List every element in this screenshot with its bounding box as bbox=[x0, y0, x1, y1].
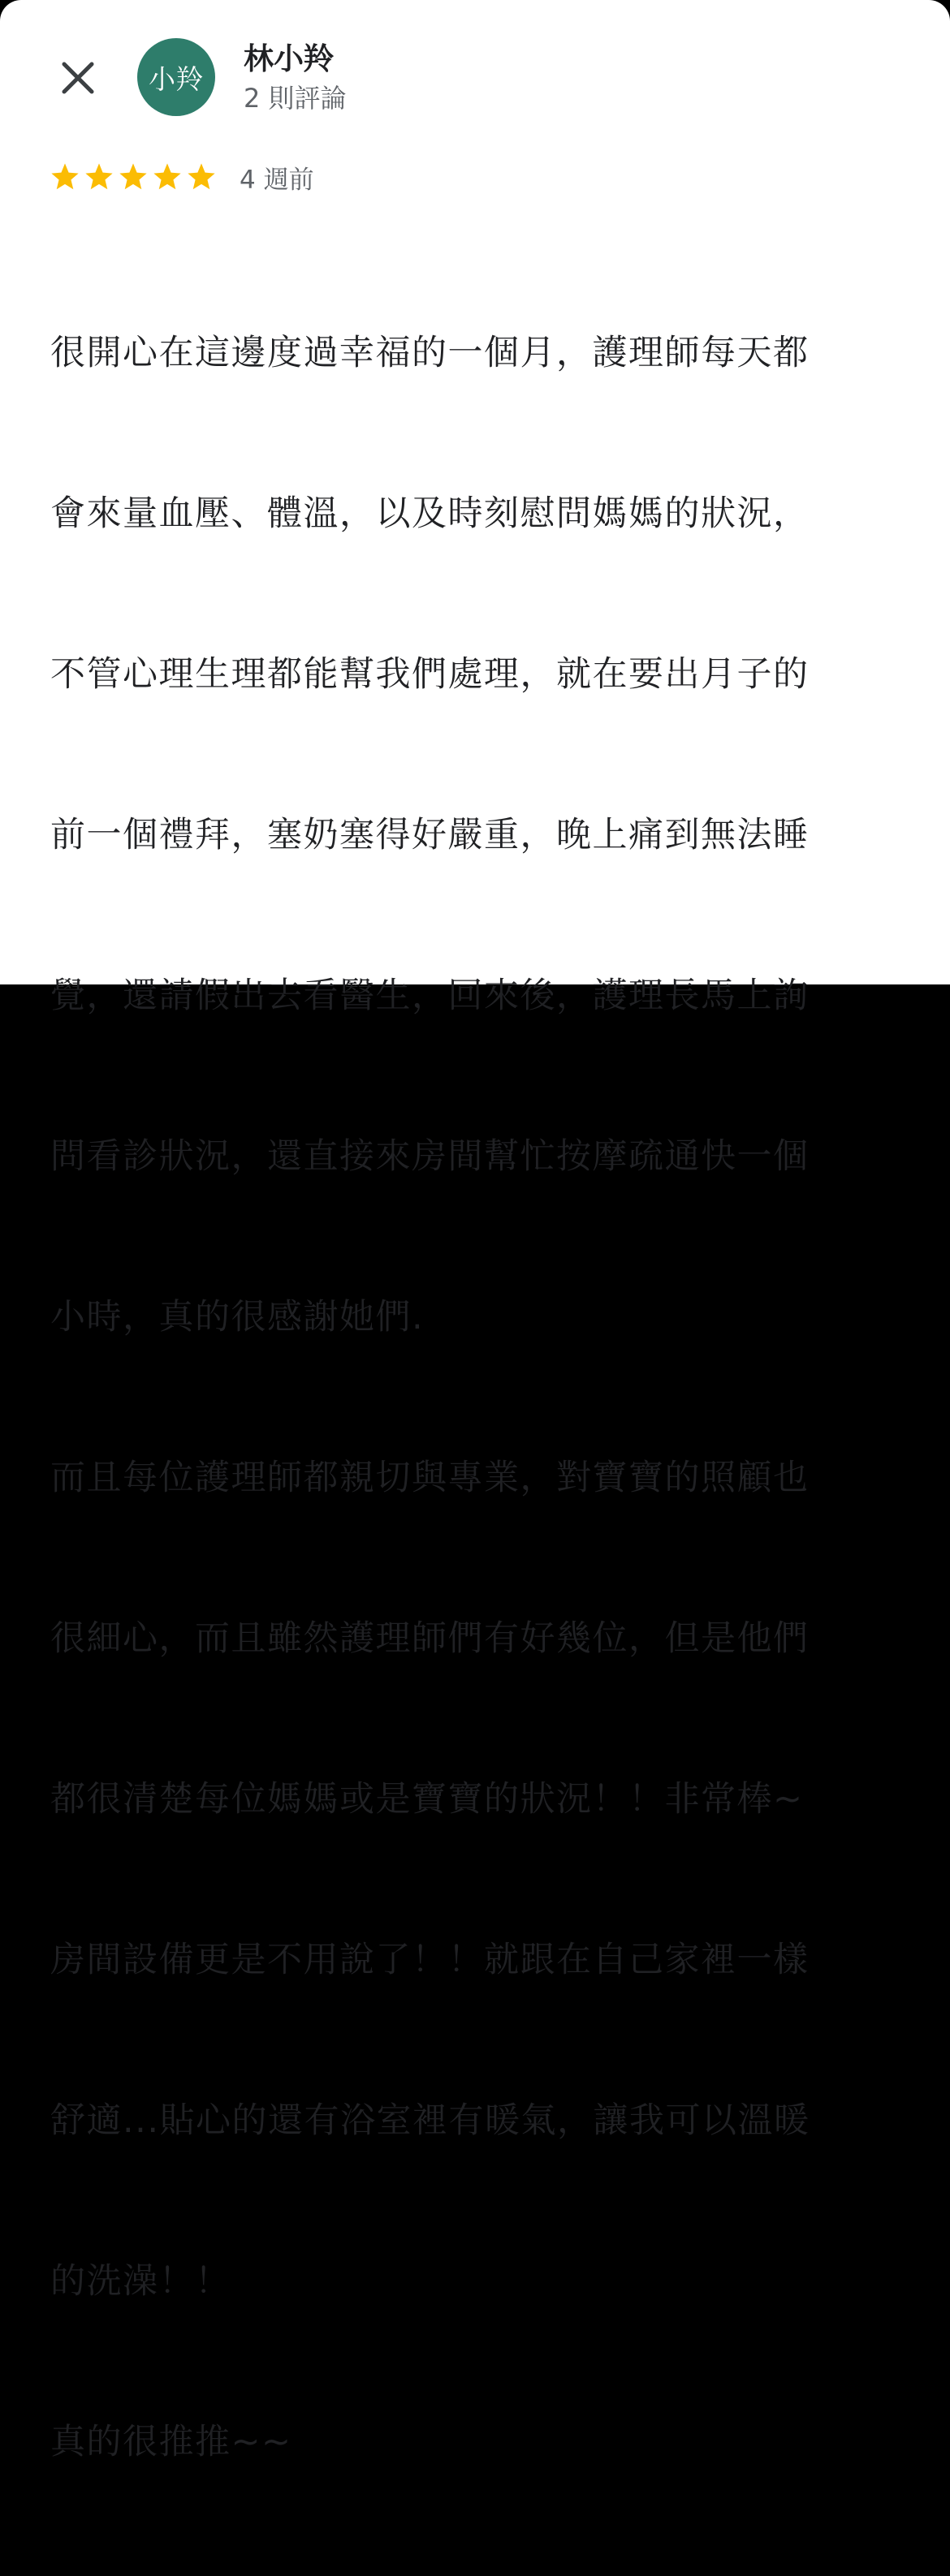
close-button[interactable] bbox=[54, 54, 102, 102]
review-text-line: 很開心在這邊度過幸福的一個月，護理師每天都 bbox=[50, 333, 810, 373]
review-text-line: 會來量血壓、體溫，以及時刻慰問媽媽的狀況， bbox=[50, 493, 810, 534]
star-filled-icon bbox=[84, 162, 114, 192]
star-filled-icon bbox=[118, 162, 149, 192]
review-text bbox=[50, 219, 895, 2576]
review-text-line: 房間設備更是不用說了！！就跟在自己家裡一樣 bbox=[50, 1940, 810, 1980]
review-text-line: 前一個禮拜，塞奶塞得好嚴重，晚上痛到無法睡 bbox=[50, 815, 810, 855]
close-icon bbox=[59, 59, 97, 97]
review-count: 2 則評論 bbox=[244, 83, 347, 114]
review-text-line: 都很清楚每位媽媽或是寶寶的狀況！！非常棒~ bbox=[50, 1779, 804, 1820]
avatar[interactable] bbox=[137, 38, 215, 116]
star-filled-icon bbox=[50, 162, 80, 192]
review-text-line: 問看診狀況，還直接來房間幫忙按摩疏通快一個 bbox=[50, 1136, 810, 1177]
avatar-text: 小羚 bbox=[149, 62, 204, 95]
review-text-line: 真的很推推~~ bbox=[50, 2422, 292, 2462]
rating-row bbox=[50, 157, 314, 197]
star-filled-icon bbox=[186, 162, 217, 192]
review-text-line: 而且每位護理師都親切與專業，對寶寶的照顧也 bbox=[50, 1458, 810, 1498]
review-text-line: 的洗澡！！ bbox=[50, 2261, 231, 2302]
star-rating bbox=[50, 162, 220, 192]
reviewer-name[interactable]: 林小羚 bbox=[244, 41, 334, 76]
review-time: 4 週前 bbox=[240, 165, 314, 195]
review-text-line: 小時，真的很感謝她們. bbox=[50, 1297, 425, 1338]
review-text-line: 不管心理生理都能幫我們處理，就在要出月子的 bbox=[50, 654, 810, 695]
review-text-line: 覺，還請假出去看醫生，回來後，護理長馬上詢 bbox=[50, 976, 810, 1016]
review-text-line: 很細心，而且雖然護理師們有好幾位，但是他們 bbox=[50, 1618, 810, 1659]
review-text-line: 舒適...貼心的還有浴室裡有暖氣，讓我可以溫暖 bbox=[50, 2100, 810, 2141]
star-filled-icon bbox=[152, 162, 183, 192]
